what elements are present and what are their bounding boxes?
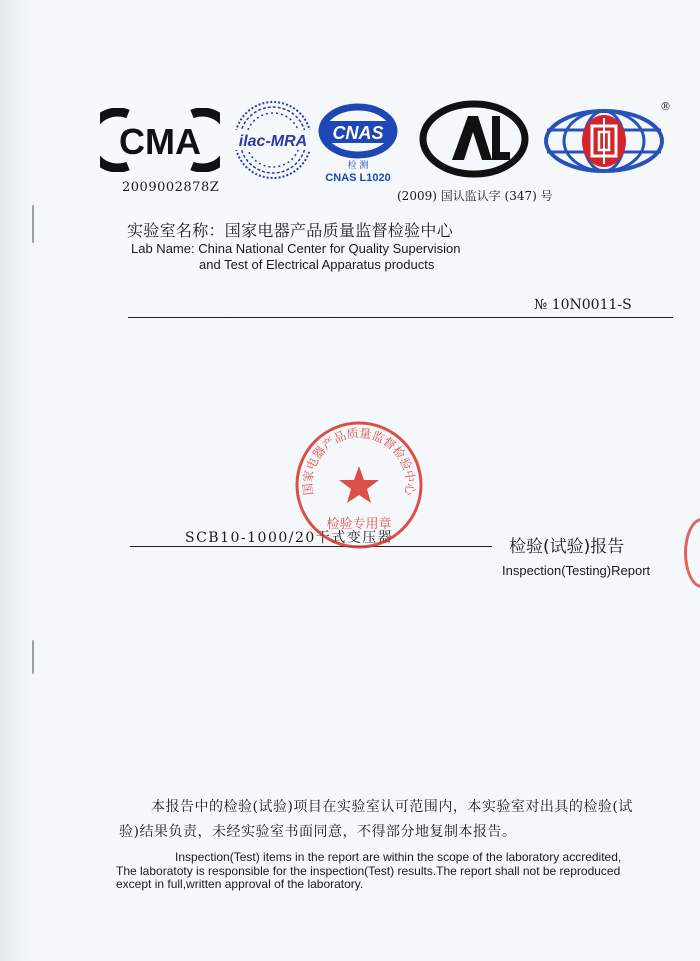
notice-english-line3: except in full,written approval of the laboratory. [116,877,364,891]
report-title-english: Inspection(Testing)Report [502,563,651,578]
product-model: SCB10-1000/20干式变压器 [185,530,394,546]
approval-number: (2009) 国认监认字 (347) 号 [397,189,553,203]
cnas-logo-text: CNAS [332,123,384,143]
registered-mark: ® [660,100,671,113]
stamp-bottom-text: 检验专用章 [326,517,392,532]
cma-certificate-number: 2009002878Z [122,180,220,195]
lab-name-english-line2: and Test of Electrical Apparatus products [199,257,435,272]
ilac-mra-logo [232,99,314,181]
notice-chinese-line2: 验)结果负责，未经实验室书面同意，不得部分地复制本报告。 [119,824,517,840]
official-stamp [292,418,426,552]
cal-logo-text: CAL [472,176,476,177]
report-title-chinese: 检验(试验)报告 [509,537,625,557]
stamp-ring-text: 国家电器产品质量监督检验中心 [300,426,418,496]
notice-english-line1: Inspection(Test) items in the report are within the scope of the laboratory accredited, [175,850,622,864]
cal-logo [418,100,530,178]
cma-logo [100,108,220,172]
cnas-code-text: CNAS L1020 [325,172,391,184]
binding-mark [32,640,34,674]
lab-name-chinese: 实验室名称：国家电器产品质量监督检验中心 [127,221,454,240]
cma-logo-text: CMA [119,121,201,162]
notice-chinese-line1: 本报告中的检验(试验)项目在实验室认可范围内，本实验室对出具的检验(试 [151,799,633,815]
partial-stamp [684,518,700,588]
cqc-logo [543,108,665,174]
cnas-logo [316,103,400,185]
divider [128,317,673,318]
star-icon [339,466,379,503]
notice-english-line2: The laboratoty is responsible for the inspection(Test) results.The report shall not be reproduced [116,864,621,878]
report-number: № 10N0011-S [534,297,632,313]
cnas-sub-text: 检 测 [347,161,369,171]
lab-name-english-line1: Lab Name: China National Center for Quality Supervision [131,241,461,256]
binding-mark [32,205,34,243]
ilac-logo-text: ilac-MRA [238,133,308,150]
